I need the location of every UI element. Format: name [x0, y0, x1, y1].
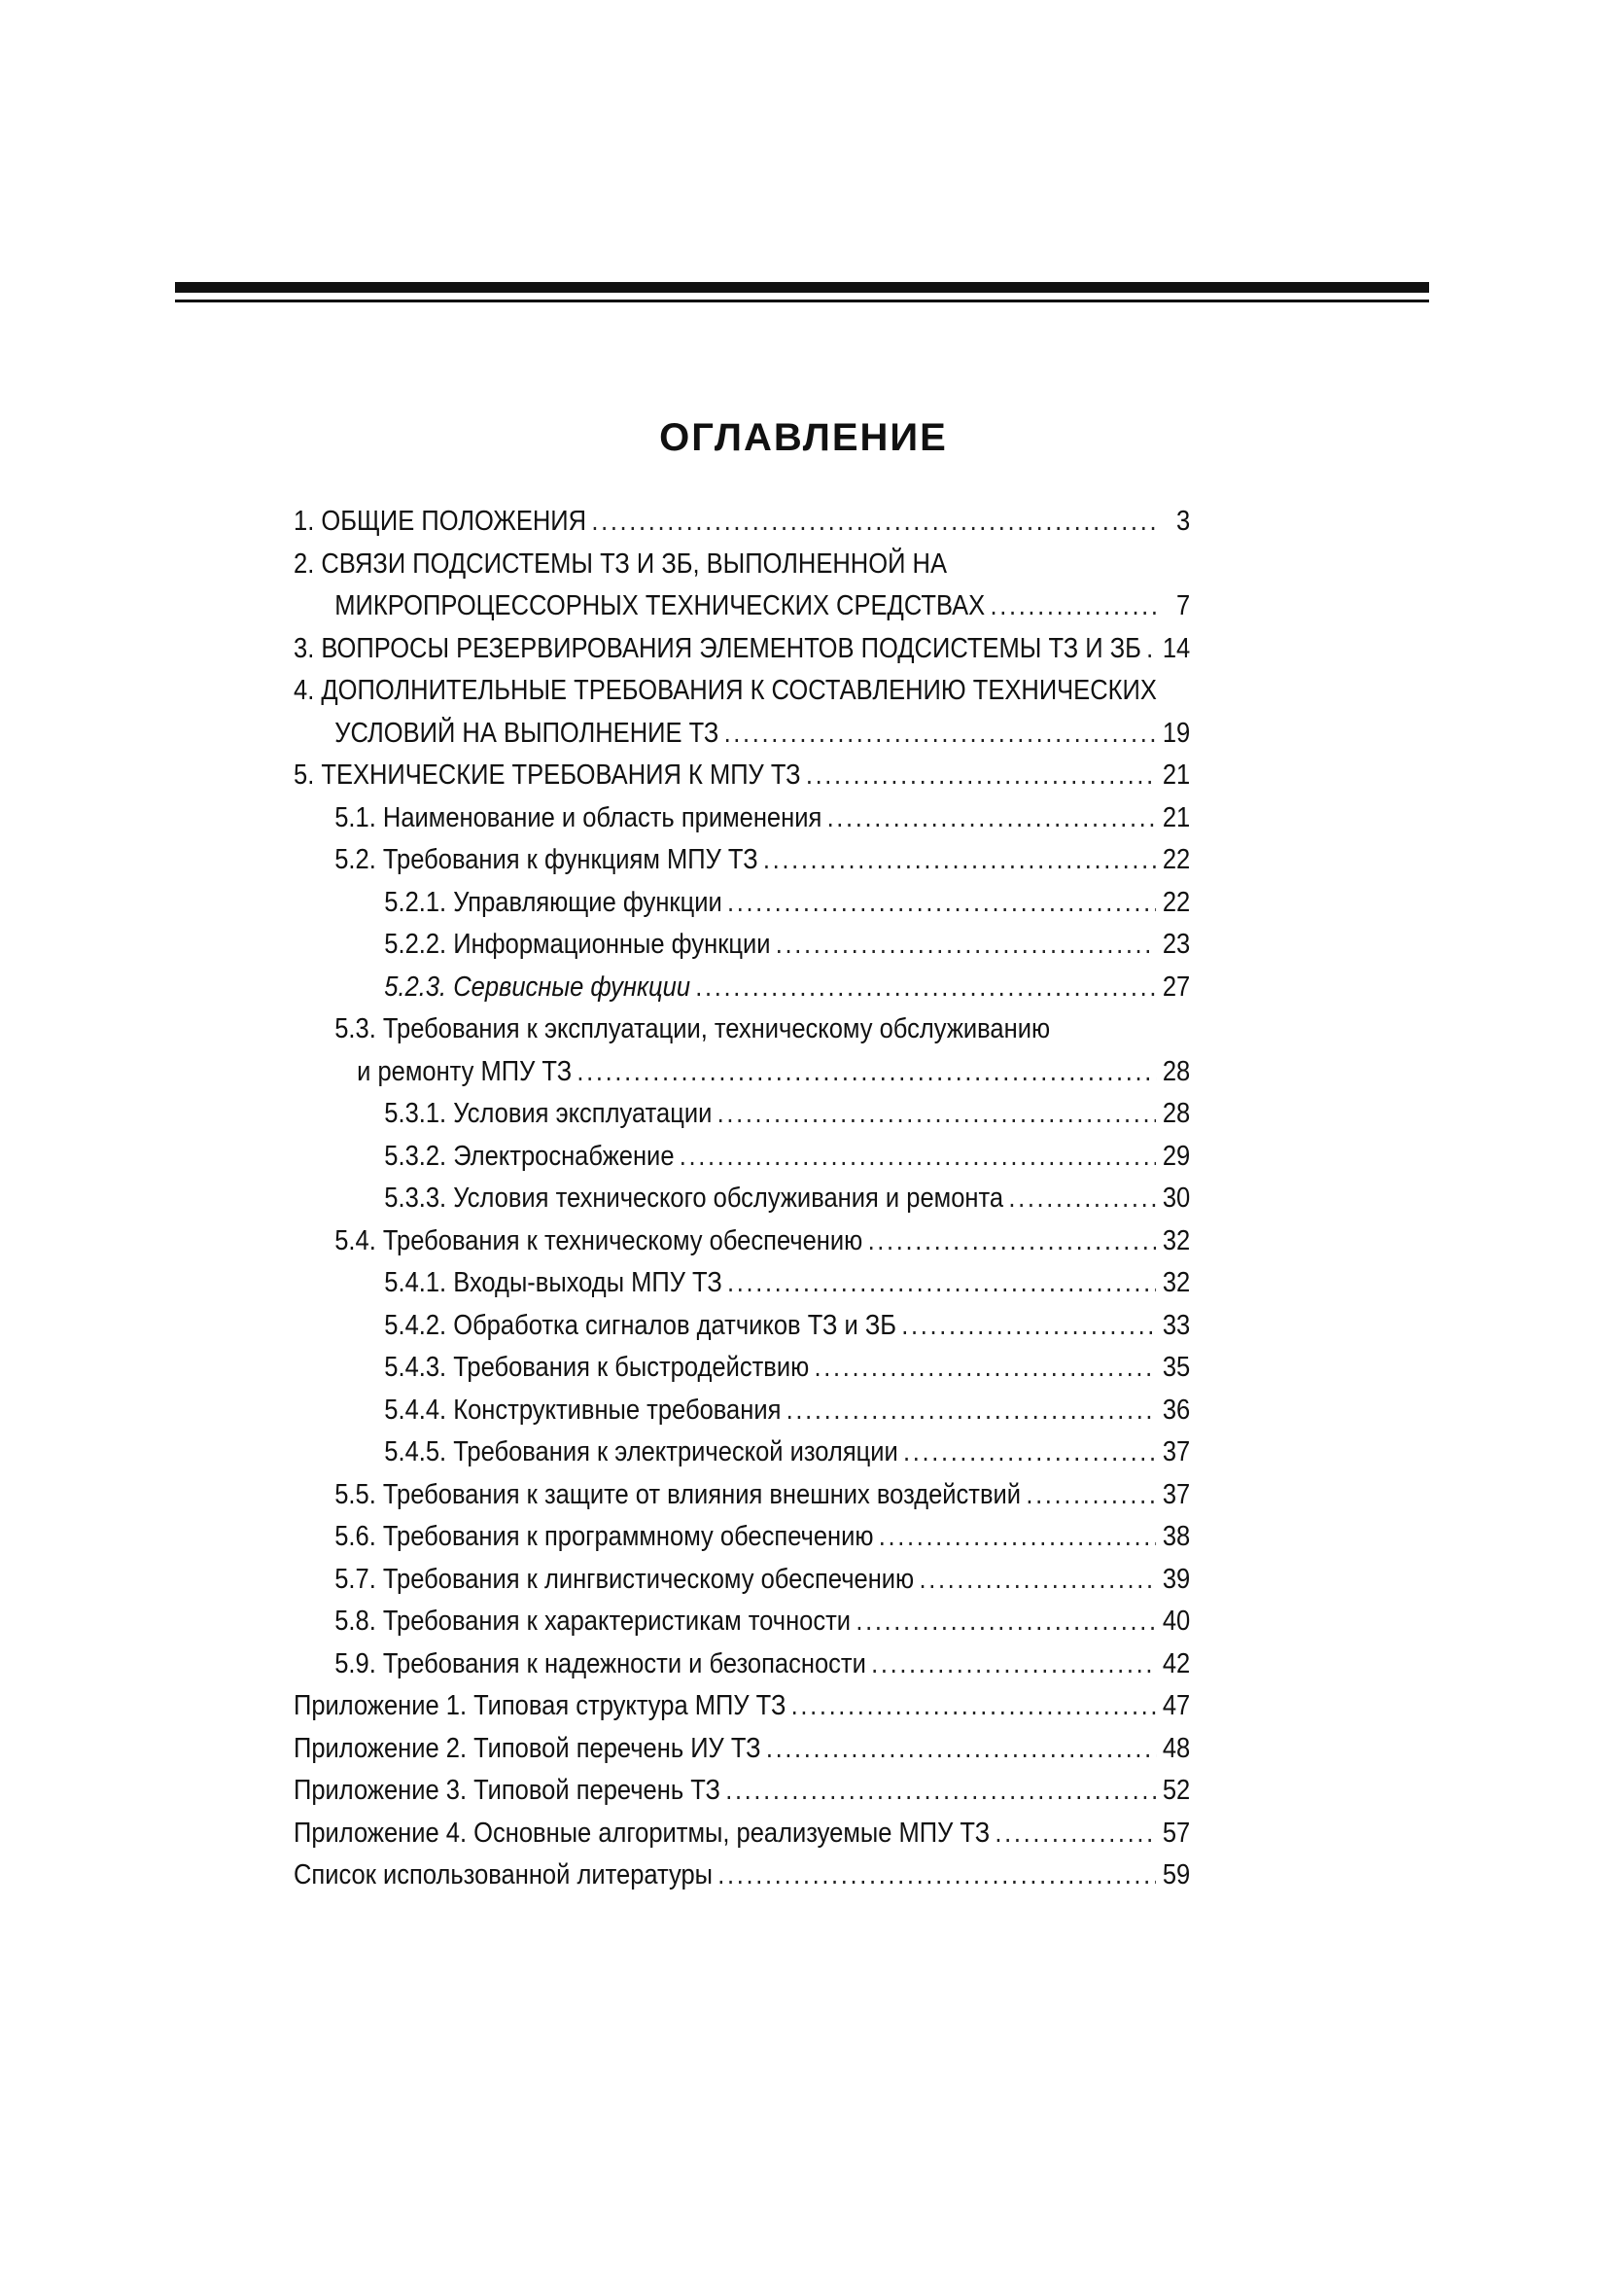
toc-dot-leader: [901, 1305, 1156, 1348]
toc-dot-leader: [871, 1643, 1156, 1686]
toc-dot-leader: [786, 1390, 1156, 1432]
toc-page-number: 52: [1162, 1775, 1191, 1806]
toc-dot-leader: [903, 1431, 1156, 1474]
toc-dot-leader: [727, 882, 1156, 925]
toc-entry[interactable]: [294, 1178, 1190, 1220]
toc-dot-leader: [680, 1136, 1156, 1179]
header-rule-thin: [175, 300, 1429, 302]
toc-entry[interactable]: [294, 1390, 1190, 1432]
toc-entry-title: 5.6. Требования к программному обеспечению: [334, 1521, 874, 1552]
toc-dot-leader: [724, 713, 1156, 756]
toc-dot-leader: [591, 501, 1156, 544]
toc-entry-title: 5.4.3. Требования к быстродействию: [384, 1352, 810, 1383]
toc-entry-title: 1. ОБЩИЕ ПОЛОЖЕНИЯ: [294, 506, 587, 537]
toc-entry[interactable]: [294, 1262, 1190, 1305]
toc-entry[interactable]: [294, 1051, 1190, 1094]
toc-dot-leader: [717, 1093, 1156, 1136]
toc-page-number: 7: [1176, 590, 1191, 621]
toc-entry-title: 5.2.3. Сервисные функции: [384, 971, 691, 1003]
toc-page-number: 38: [1162, 1521, 1191, 1552]
toc-entry-title: 5.2. Требования к функциям МПУ ТЗ: [334, 844, 758, 875]
toc-dot-leader: [868, 1220, 1156, 1263]
toc-dot-leader: [776, 924, 1156, 967]
toc-entry[interactable]: [294, 1220, 1190, 1263]
toc-page-number: 22: [1162, 886, 1191, 918]
toc-dot-leader: [1008, 1178, 1156, 1220]
toc-page-number: 32: [1162, 1224, 1191, 1256]
toc-page-number: 3: [1176, 506, 1191, 537]
toc-page-number: 37: [1162, 1478, 1191, 1510]
toc-page-number: 19: [1162, 717, 1191, 749]
toc-entry[interactable]: [294, 924, 1190, 967]
toc-entry[interactable]: [294, 501, 1190, 544]
toc-dot-leader: [827, 797, 1156, 840]
toc-entry[interactable]: [294, 1601, 1190, 1643]
toc-entry[interactable]: [294, 839, 1190, 882]
toc-dot-leader: [717, 1854, 1156, 1897]
toc-page-number: 57: [1162, 1817, 1191, 1849]
toc-page-number: 33: [1162, 1309, 1191, 1341]
toc-page-number: 35: [1162, 1352, 1191, 1383]
toc-page-number: 14: [1162, 632, 1191, 664]
toc-dot-leader: [1146, 628, 1156, 671]
toc-entry-title: 4. ДОПОЛНИТЕЛЬНЫЕ ТРЕБОВАНИЯ К СОСТАВЛЕНИЮ ТЕХНИЧЕСКИХ: [294, 675, 1157, 706]
toc-entry[interactable]: [294, 1431, 1190, 1474]
toc-page-number: 21: [1162, 801, 1191, 833]
toc-entry-title: 5.5. Требования к защите от влияния внешних воздействий: [334, 1478, 1022, 1510]
toc-entry[interactable]: [294, 544, 1190, 586]
toc-page-number: 48: [1162, 1732, 1191, 1764]
toc-dot-leader: [995, 1813, 1156, 1855]
page-title: ОГЛАВЛЕНИЕ: [659, 416, 948, 459]
toc-entry-title: 5.4.1. Входы-выходы МПУ ТЗ: [384, 1267, 722, 1298]
toc-dot-leader: [763, 839, 1156, 882]
toc-entry-title: 5.9. Требования к надежности и безопасности: [334, 1647, 866, 1679]
toc-entry[interactable]: [294, 797, 1190, 840]
toc-entry[interactable]: [294, 1770, 1190, 1813]
toc-page-number: 39: [1162, 1563, 1191, 1595]
toc-entry-title: 5.2.1. Управляющие функции: [384, 886, 722, 918]
toc-page-number: 21: [1162, 759, 1191, 791]
table-of-contents: [294, 501, 1190, 1897]
toc-page-number: 29: [1162, 1140, 1191, 1172]
toc-entry-title: Список использованной литературы: [294, 1859, 714, 1890]
toc-entry[interactable]: [294, 1643, 1190, 1686]
toc-entry-title: 5.3.1. Условия эксплуатации: [384, 1098, 713, 1129]
toc-page-number: 36: [1162, 1394, 1191, 1426]
toc-entry[interactable]: [294, 713, 1190, 756]
toc-entry[interactable]: [294, 1474, 1190, 1517]
toc-dot-leader: [766, 1728, 1156, 1771]
toc-entry-title: 5.4.5. Требования к электрической изоляции: [384, 1436, 898, 1467]
toc-dot-leader: [879, 1516, 1156, 1559]
toc-dot-leader: [727, 1262, 1156, 1305]
toc-entry-title: 5.4.4. Конструктивные требования: [384, 1394, 782, 1426]
toc-entry-title: Приложение 1. Типовая структура МПУ ТЗ: [294, 1690, 786, 1721]
toc-page-number: 37: [1162, 1436, 1191, 1467]
toc-entry[interactable]: [294, 1728, 1190, 1771]
toc-entry[interactable]: [294, 670, 1190, 713]
toc-entry-title: 2. СВЯЗИ ПОДСИСТЕМЫ ТЗ И ЗБ, ВЫПОЛНЕННОЙ НА: [294, 548, 947, 580]
toc-entry-title: Приложение 3. Типовой перечень ТЗ: [294, 1775, 720, 1806]
toc-entry-title: 3. ВОПРОСЫ РЕЗЕРВИРОВАНИЯ ЭЛЕМЕНТОВ ПОДСИСТЕМЫ ТЗ И ЗБ: [294, 632, 1141, 664]
toc-entry[interactable]: [294, 1136, 1190, 1179]
toc-entry-title: 5.4.2. Обработка сигналов датчиков ТЗ и ЗБ: [384, 1309, 897, 1341]
toc-dot-leader: [815, 1347, 1157, 1390]
toc-entry[interactable]: [294, 1305, 1190, 1348]
toc-page-number: 47: [1162, 1690, 1191, 1721]
toc-entry-title: 5.2.2. Информационные функции: [384, 929, 771, 960]
toc-entry-title: 5.8. Требования к характеристикам точности: [334, 1606, 852, 1637]
toc-dot-leader: [806, 755, 1156, 797]
toc-entry-title: 5.3.2. Электроснабжение: [384, 1140, 675, 1172]
toc-entry[interactable]: [294, 628, 1190, 671]
toc-dot-leader: [725, 1770, 1156, 1813]
toc-entry[interactable]: [294, 1093, 1190, 1136]
toc-dot-leader: [791, 1685, 1156, 1728]
toc-entry[interactable]: [294, 585, 1190, 628]
toc-entry-title: 5.7. Требования к лингвистическому обеспечению: [334, 1563, 915, 1595]
toc-entry[interactable]: [294, 755, 1190, 797]
toc-page-number: 23: [1162, 929, 1191, 960]
toc-page-number: 42: [1162, 1647, 1191, 1679]
toc-entry[interactable]: [294, 882, 1190, 925]
toc-page-number: 30: [1162, 1183, 1191, 1214]
toc-entry[interactable]: [294, 1559, 1190, 1602]
toc-dot-leader: [990, 585, 1156, 628]
toc-page-number: 28: [1162, 1098, 1191, 1129]
toc-entry[interactable]: [294, 967, 1190, 1009]
toc-page-number: 59: [1162, 1859, 1191, 1890]
toc-page-number: 27: [1162, 971, 1191, 1003]
toc-entry[interactable]: [294, 1813, 1190, 1855]
toc-dot-leader: [856, 1601, 1156, 1643]
toc-entry-title: Приложение 4. Основные алгоритмы, реализуемые МПУ ТЗ: [294, 1817, 991, 1849]
toc-entry[interactable]: [294, 1008, 1190, 1051]
toc-page-number: 22: [1162, 844, 1191, 875]
toc-dot-leader: [695, 967, 1156, 1009]
toc-entry-title: 5.3.3. Условия технического обслуживания и ремонта: [384, 1183, 1004, 1214]
toc-entry-title: 5.4. Требования к техническому обеспечению: [334, 1224, 863, 1256]
toc-entry[interactable]: [294, 1347, 1190, 1390]
toc-dot-leader: [576, 1051, 1156, 1094]
toc-dot-leader: [919, 1559, 1156, 1602]
toc-entry[interactable]: [294, 1685, 1190, 1728]
toc-entry-title: 5.1. Наименование и область применения: [334, 801, 822, 833]
toc-entry[interactable]: [294, 1854, 1190, 1897]
toc-entry-title: 5. ТЕХНИЧЕСКИЕ ТРЕБОВАНИЯ К МПУ ТЗ: [294, 759, 801, 791]
toc-entry-title: Приложение 2. Типовой перечень ИУ ТЗ: [294, 1732, 761, 1764]
toc-page-number: 32: [1162, 1267, 1191, 1298]
toc-page-number: 40: [1162, 1606, 1191, 1637]
toc-entry-title: 5.3. Требования к эксплуатации, техническому обслуживанию: [334, 1013, 1051, 1044]
toc-entry-title: УСЛОВИЙ НА ВЫПОЛНЕНИЕ ТЗ: [334, 717, 719, 749]
toc-page-number: 28: [1162, 1055, 1191, 1087]
toc-entry[interactable]: [294, 1516, 1190, 1559]
toc-entry-title: и ремонту МПУ ТЗ: [357, 1055, 573, 1087]
toc-dot-leader: [1026, 1474, 1156, 1517]
header-rule-thick: [175, 282, 1429, 293]
toc-entry-title: МИКРОПРОЦЕССОРНЫХ ТЕХНИЧЕСКИХ СРЕДСТВАХ: [334, 590, 986, 621]
